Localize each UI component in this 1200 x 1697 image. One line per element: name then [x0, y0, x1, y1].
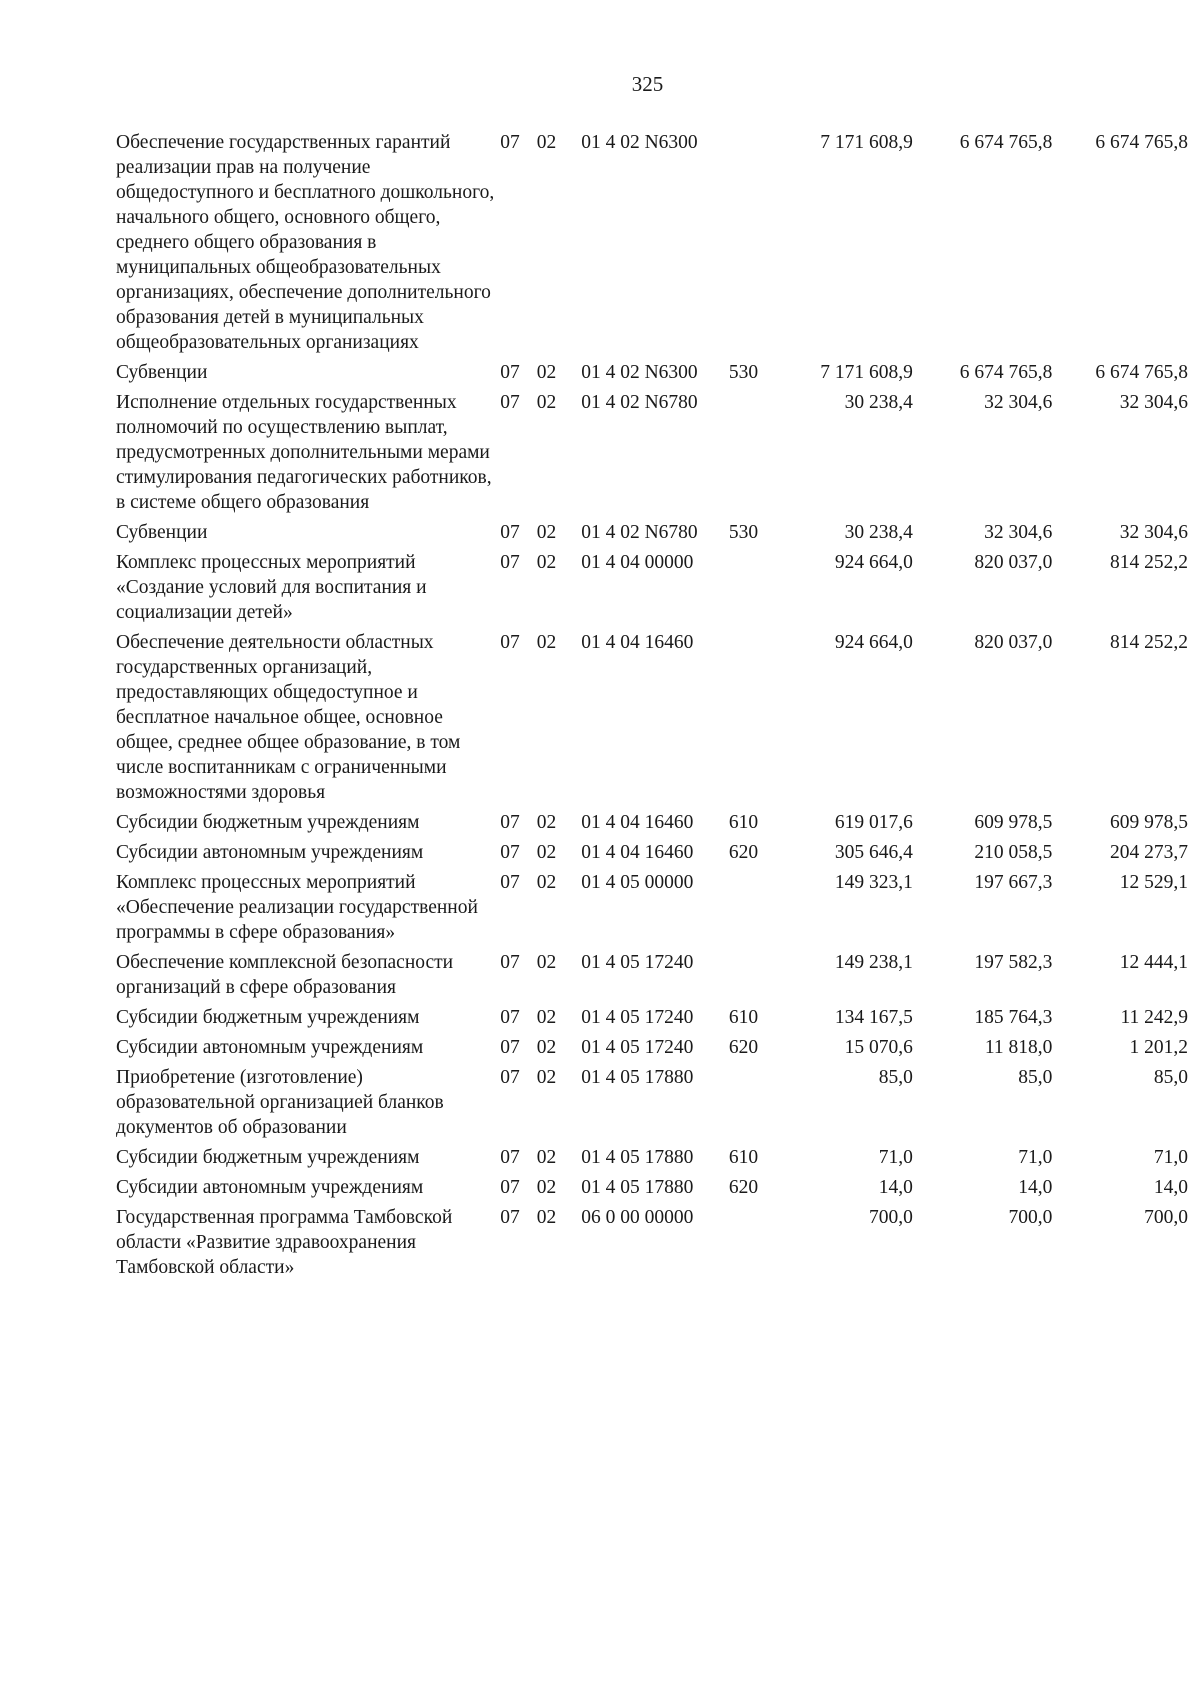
- expense-type-code: 610: [728, 1147, 759, 1168]
- amount-year-1: 14,0: [878, 1177, 913, 1198]
- target-article-code: 01 4 02 N6300: [581, 132, 698, 153]
- expense-type-code: [729, 630, 773, 810]
- row-name: Субсидии автономным учреждениям: [116, 1037, 424, 1058]
- section-code: 07: [500, 132, 520, 153]
- expense-type-code: [729, 1205, 773, 1285]
- amount-year-1: 30 238,4: [844, 392, 913, 413]
- amount-year-1: 7 171 608,9: [820, 362, 913, 383]
- section-code: 07: [500, 1067, 520, 1088]
- target-article-code: 01 4 04 00000: [581, 552, 694, 573]
- subsection-code: 02: [536, 392, 557, 413]
- table-row: [116, 630, 1188, 810]
- table-row: [116, 810, 1188, 840]
- target-article-code: 01 4 05 00000: [581, 872, 694, 893]
- amount-year-1: 619 017,6: [834, 812, 913, 833]
- expense-type-code: [729, 870, 773, 950]
- amount-year-3: 85,0: [1153, 1067, 1188, 1088]
- row-name: Субвенции: [116, 522, 208, 543]
- amount-year-2: 6 674 765,8: [959, 132, 1053, 153]
- amount-year-3: 814 252,2: [1110, 552, 1188, 573]
- section-code: 07: [500, 812, 520, 833]
- row-name: Субсидии автономным учреждениям: [116, 1177, 424, 1198]
- amount-year-2: 197 582,3: [974, 952, 1053, 973]
- amount-year-2: 609 978,5: [974, 812, 1053, 833]
- amount-year-3: 1 201,2: [1129, 1037, 1188, 1058]
- subsection-code: 02: [536, 362, 557, 383]
- expense-type-code: 610: [728, 1007, 759, 1028]
- table-row: [116, 1005, 1188, 1035]
- row-name: Приобретение (изготовление) образовательной организацией бланков документов об образовании: [116, 1067, 444, 1138]
- amount-year-3: 32 304,6: [1119, 522, 1188, 543]
- expense-type-code: 530: [728, 522, 759, 543]
- row-name: Субсидии бюджетным учреждениям: [116, 1007, 420, 1028]
- table-row: [116, 870, 1188, 950]
- table-row: [116, 1035, 1188, 1065]
- row-name: Исполнение отдельных государственных полномочий по осуществлению выплат, предусмотренных дополнительными мерами стимулирования педагогических работников, в системе общего образования: [116, 392, 492, 513]
- row-name: Государственная программа Тамбовской области «Развитие здравоохранения Тамбовской области»: [116, 1207, 453, 1278]
- target-article-code: 01 4 05 17240: [581, 1007, 694, 1028]
- amount-year-2: 820 037,0: [974, 632, 1053, 653]
- amount-year-1: 71,0: [878, 1147, 913, 1168]
- subsection-code: 02: [536, 1177, 557, 1198]
- amount-year-1: 7 171 608,9: [820, 132, 913, 153]
- amount-year-2: 11 818,0: [984, 1037, 1053, 1058]
- table-row: [116, 520, 1188, 550]
- amount-year-3: 71,0: [1153, 1147, 1188, 1168]
- subsection-code: 02: [536, 872, 557, 893]
- section-code: 07: [500, 1037, 520, 1058]
- row-name: Комплекс процессных мероприятий «Обеспечение реализации государственной программы в сфере образования»: [116, 872, 478, 943]
- expense-type-code: 620: [728, 842, 759, 863]
- expense-type-code: [729, 130, 773, 360]
- target-article-code: 01 4 02 N6780: [581, 392, 698, 413]
- amount-year-2: 210 058,5: [974, 842, 1053, 863]
- subsection-code: 02: [536, 1067, 557, 1088]
- subsection-code: 02: [536, 1037, 557, 1058]
- amount-year-3: 6 674 765,8: [1095, 132, 1188, 153]
- row-name: Обеспечение государственных гарантий реализации прав на получение общедоступного и бесплатного дошкольного, начального общего, основного общего, среднего общего образования в муниципальных общеобразовательных организациях, обеспечение дополнительного образования детей в муниципальных общеобразовательных организациях: [116, 132, 495, 353]
- row-name: Субсидии бюджетным учреждениям: [116, 812, 420, 833]
- amount-year-2: 700,0: [1008, 1207, 1053, 1228]
- amount-year-3: 700,0: [1144, 1207, 1188, 1228]
- row-name: Субсидии бюджетным учреждениям: [116, 1147, 420, 1168]
- subsection-code: 02: [536, 1207, 557, 1228]
- amount-year-2: 6 674 765,8: [959, 362, 1053, 383]
- section-code: 07: [500, 1207, 520, 1228]
- expense-type-code: 620: [728, 1037, 759, 1058]
- table-row: [116, 1145, 1188, 1175]
- section-code: 07: [500, 872, 520, 893]
- expense-type-code: 620: [728, 1177, 759, 1198]
- section-code: 07: [500, 1147, 520, 1168]
- expense-type-code: 610: [728, 812, 759, 833]
- amount-year-3: 609 978,5: [1110, 812, 1188, 833]
- row-name: Обеспечение деятельности областных государственных организаций, предоставляющих общедоступное и бесплатное начальное общее, основное общее, среднее общее образование, в том числе воспитанникам с ограниченными возможностями здоровья: [116, 632, 461, 803]
- row-name: Субсидии автономным учреждениям: [116, 842, 424, 863]
- target-article-code: 01 4 04 16460: [581, 632, 694, 653]
- row-name: Комплекс процессных мероприятий «Создание условий для воспитания и социализации детей»: [116, 552, 427, 623]
- amount-year-1: 924 664,0: [834, 552, 913, 573]
- amount-year-3: 12 529,1: [1119, 872, 1188, 893]
- subsection-code: 02: [536, 1007, 557, 1028]
- amount-year-2: 32 304,6: [984, 392, 1053, 413]
- amount-year-2: 14,0: [1018, 1177, 1053, 1198]
- section-code: 07: [500, 952, 520, 973]
- expense-type-code: [729, 390, 773, 520]
- amount-year-1: 924 664,0: [834, 632, 913, 653]
- amount-year-1: 305 646,4: [834, 842, 913, 863]
- subsection-code: 02: [536, 132, 557, 153]
- amount-year-1: 134 167,5: [834, 1007, 913, 1028]
- row-name: Обеспечение комплексной безопасности организаций в сфере образования: [116, 952, 454, 998]
- amount-year-3: 12 444,1: [1119, 952, 1188, 973]
- subsection-code: 02: [536, 812, 557, 833]
- table-row: [116, 360, 1188, 390]
- amount-year-3: 814 252,2: [1110, 632, 1188, 653]
- table-row: [116, 1175, 1188, 1205]
- amount-year-1: 149 238,1: [834, 952, 913, 973]
- section-code: 07: [500, 1177, 520, 1198]
- amount-year-1: 700,0: [868, 1207, 913, 1228]
- target-article-code: 01 4 05 17240: [581, 1037, 694, 1058]
- target-article-code: 06 0 00 00000: [581, 1207, 694, 1228]
- subsection-code: 02: [536, 522, 557, 543]
- amount-year-1: 149 323,1: [834, 872, 913, 893]
- amount-year-3: 6 674 765,8: [1095, 362, 1188, 383]
- amount-year-2: 32 304,6: [984, 522, 1053, 543]
- amount-year-2: 820 037,0: [974, 552, 1053, 573]
- section-code: 07: [500, 632, 520, 653]
- target-article-code: 01 4 02 N6300: [581, 362, 698, 383]
- target-article-code: 01 4 05 17880: [581, 1177, 694, 1198]
- table-row: [116, 130, 1188, 360]
- subsection-code: 02: [536, 1147, 557, 1168]
- amount-year-2: 71,0: [1018, 1147, 1053, 1168]
- table-row: [116, 550, 1188, 630]
- section-code: 07: [500, 552, 520, 573]
- target-article-code: 01 4 04 16460: [581, 842, 694, 863]
- amount-year-2: 197 667,3: [974, 872, 1053, 893]
- expense-type-code: 530: [728, 362, 759, 383]
- amount-year-2: 185 764,3: [974, 1007, 1053, 1028]
- expense-type-code: [729, 550, 773, 630]
- amount-year-2: 85,0: [1018, 1067, 1053, 1088]
- section-code: 07: [500, 362, 520, 383]
- amount-year-1: 15 070,6: [844, 1037, 913, 1058]
- amount-year-3: 14,0: [1153, 1177, 1188, 1198]
- subsection-code: 02: [536, 552, 557, 573]
- target-article-code: 01 4 02 N6780: [581, 522, 698, 543]
- page-number: 325: [631, 72, 664, 96]
- amount-year-1: 85,0: [878, 1067, 913, 1088]
- target-article-code: 01 4 05 17240: [581, 952, 694, 973]
- target-article-code: 01 4 05 17880: [581, 1067, 694, 1088]
- section-code: 07: [500, 392, 520, 413]
- table-row: [116, 390, 1188, 520]
- section-code: 07: [500, 842, 520, 863]
- budget-table: [116, 130, 1188, 1285]
- amount-year-3: 32 304,6: [1119, 392, 1188, 413]
- expense-type-code: [729, 1065, 773, 1145]
- table-row: [116, 950, 1188, 1005]
- target-article-code: 01 4 04 16460: [581, 812, 694, 833]
- expense-type-code: [729, 950, 773, 1005]
- amount-year-3: 11 242,9: [1120, 1007, 1188, 1028]
- subsection-code: 02: [536, 842, 557, 863]
- target-article-code: 01 4 05 17880: [581, 1147, 694, 1168]
- section-code: 07: [500, 522, 520, 543]
- row-name: Субвенции: [116, 362, 208, 383]
- amount-year-1: 30 238,4: [844, 522, 913, 543]
- table-row: [116, 1205, 1188, 1285]
- table-row: [116, 840, 1188, 870]
- subsection-code: 02: [536, 952, 557, 973]
- subsection-code: 02: [536, 632, 557, 653]
- budget-table-body: [116, 130, 1188, 1285]
- section-code: 07: [500, 1007, 520, 1028]
- table-row: [116, 1065, 1188, 1145]
- amount-year-3: 204 273,7: [1110, 842, 1188, 863]
